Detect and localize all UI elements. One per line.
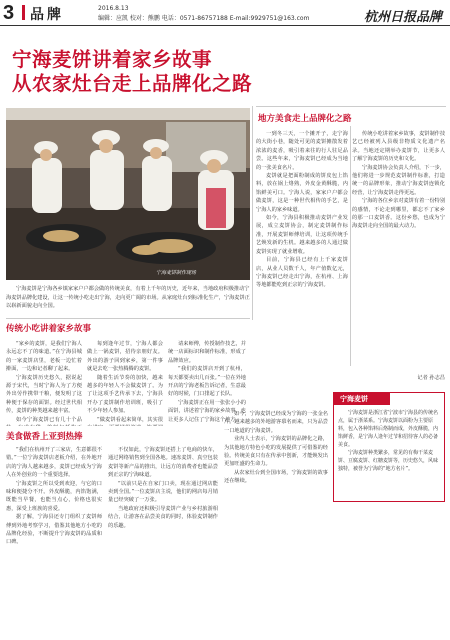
article-column-bottom-left: “我们在杭州开了三家店，生意都很不错。”一位宁海麦饼店老板介绍，在外地开店的宁海人越来越多，麦饼已经成为宁海人在外创业的一个重要选择。 宁海麦饼之所以受到欢迎，与它的口味和便捷分不开。外皮酥脆，内馅饱满，既能当早餐，也能当点心，价格也很实惠，深受上班族的喜爱。 据了解，宁海县还专门组织了麦饼师傅到外地考察学习，借鉴其他地方小吃的品牌化经验，不断提升宁海麦饼的品质和口碑。	[6, 447, 102, 546]
article-column-right-2: 传统小吃讲着家乡故事，麦饼制作技艺已经被列入县级非物质文化遗产名录。当地还定期举办麦饼节，让更多人了解宁海麦饼的历史和文化。 宁海麦饼协会负责人介绍，下一步，他们将进一步规范麦饼制作标准，打造统一的品牌形象，推动宁海麦饼连锁化经营，让宁海麦饼走得更远。 宁海的各位乡亲对麦饼有着一份特别的感情，不论走到哪里，都忘不了家乡的那一口麦饼香。这份乡愁，也成为宁海麦饼走向全国的最大动力。	[352, 131, 445, 230]
newspaper-brand-logo: 杭州日报品牌	[363, 10, 442, 25]
divider	[6, 318, 250, 319]
kitchen-photo-illustration	[6, 108, 250, 280]
editors-line: 编辑：应凯 校对：熊鹏 电话：0571-86757188 E-mail:9929751@163.com	[98, 15, 310, 22]
section-heading-popular: 美食做香上亚到热捧	[6, 432, 83, 442]
info-box-title: 宁海麦饼	[334, 393, 390, 405]
section-name: 品牌	[30, 7, 64, 23]
issue-date: 2016.8.13	[98, 5, 129, 12]
photo-caption: 宁海麦饼是宁海各乡镇家家户户都会做的传统美食，有着上千年的历史，近年来，当地政府积极推动宁海麦饼品牌化建设，让这一传统小吃走出宁海，走向更广阔的市场。从家庭灶台到标准化生产，宁海麦饼正以崭新面貌走向全国。	[6, 286, 250, 310]
article-column-mid-left: “家乡的麦饼，是我们宁海人永远忘不了的味道。”在宁海县城的一家麦饼店里，老板一边忙着擀面，一边和记者聊了起来。 宁海麦饼历史悠久，据说起源于宋代，当时宁海人为了方便外出劳作携带干粮，便发明了这种便于保存的面饼。经过世代相传，麦饼的种类越来越丰富。 如今宁海麦饼已有几十个品	[6, 341, 82, 423]
column-divider	[350, 126, 351, 366]
photo-overlay-caption: 宁海麦饼制作现场	[156, 270, 197, 276]
article-column-bottom-center: 不仅如此，宁海麦饼还搭上了电商的快车，通过网络销售到全国各地。速冻麦饼、真空包装麦饼等新产品的推出，让远方的消费者也能品尝到正宗的宁海味道。 “以前只是在自家门口卖，现在通过网店能卖到全国。”一位麦饼店主说，他们的网店每月销量已经突破了一万张。 当地政府还积极引导麦饼产业与乡村旅游相结合，让游客在品尝美食的同时，体验麦饼制作的乐趣。	[108, 447, 218, 529]
article-column-right-1: 一到冬三天，一个摊开子，走宁海的大街小巷，随处可见的麦饼摊散发着浓浓的麦香，吸引着来往的行人驻足品尝。这些年来，宁海麦饼已经成为当地的一张美食名片。 麦饼就是把面粉制成的饼皮包上馅料，放在锅上烙熟，外皮金黄酥脆，内馅鲜美可口。宁海人说，家家户户都会做麦饼，这是一种世代相传的手艺，是宁海人的家乡味道。 如今，宁海县积极推动麦饼产业发展，成立麦饼协会，制定麦饼制作标准，开展麦饼师傅培训，让这项传统手艺焕发新的生机。越来越多的人通过做麦饼实现了就业增收。 目前，宁海县已经有上千家麦饼店，从业人员数千人，年产值数亿元，宁海麦饼已经走出宁海，在杭州、上海等地都能吃到正宗的宁海麦饼。	[256, 131, 348, 289]
info-box-body: 宁海麦饼是浙江省宁波市宁海县的传统名点，属于浙菜系。宁海麦饼以面粉为主要原料，包入各种馅料后烙制而成，外皮酥脆，内馅鲜香，是宁海人逢年过节和招待客人的必备美食。 宁海麦饼种类繁多，常见的有梅干菜麦饼、豆腐麦饼、红糖麦饼等，历史悠久，风味独特，被誉为宁海的“地方名片”。	[338, 410, 439, 472]
headline-line-1: 宁海麦饼讲着家乡故事	[12, 48, 213, 71]
byline: 记者 孙志昌	[417, 375, 445, 381]
news-photo	[6, 108, 250, 280]
page-number: 3	[3, 2, 15, 24]
page-header	[0, 0, 450, 26]
divider	[256, 106, 446, 107]
article-column-mid-center: 每到逢年过节，宁海人都会做上一锅麦饼，招待亲朋好友。外出的游子回到家乡，第一件事就是去吃一张热腾腾的麦饼。 随着生活节奏的加快，越来越多的年轻人不会做麦饼了。为了让这项手艺传承下去，宁海县开办了麦饼制作培训班，吸引了不少年轻人参加。 “做麦饼看起来简单，其实很	[87, 341, 163, 423]
info-box-ninghai-maibing	[333, 392, 445, 502]
section-heading-hometown-story: 传统小吃讲着家乡故事	[6, 324, 92, 334]
section-heading-brand-road: 地方美食走上品牌化之路	[258, 114, 352, 124]
article-column-bottom-right: 如今，宁海麦饼已经成为宁海的一张金名片。越来越多的外地游客慕名而来，只为品尝一口地道的宁海麦饼。 业内人士表示，宁海麦饼的品牌化之路，为其他地方特色小吃的发展提供了可借鉴的经验。传统美食只有在传承中创新，才能焕发出更加旺盛的生命力。 从农家灶台到全国市场，宁海麦饼的故事还在继续。	[224, 411, 328, 485]
section-accent-bar	[22, 5, 25, 20]
column-divider	[252, 106, 253, 320]
headline-line-2: 从农家灶台走上品牌化之路	[12, 72, 253, 95]
article-column-mid-right: 请来师傅，传授制作技艺，并统一店面标识和制作标准，形成了品牌效应。 “我们的麦饼店开到了杭州，每天都要卖出几百张。”一位在外地开店的宁海老板告诉记者，生意最好的时候，门口排起了长队。 宁海麦饼正在用一张张小小的面饼，讲述着宁海的家乡故事，也让更多人记住了宁海这个地方。	[168, 341, 246, 423]
